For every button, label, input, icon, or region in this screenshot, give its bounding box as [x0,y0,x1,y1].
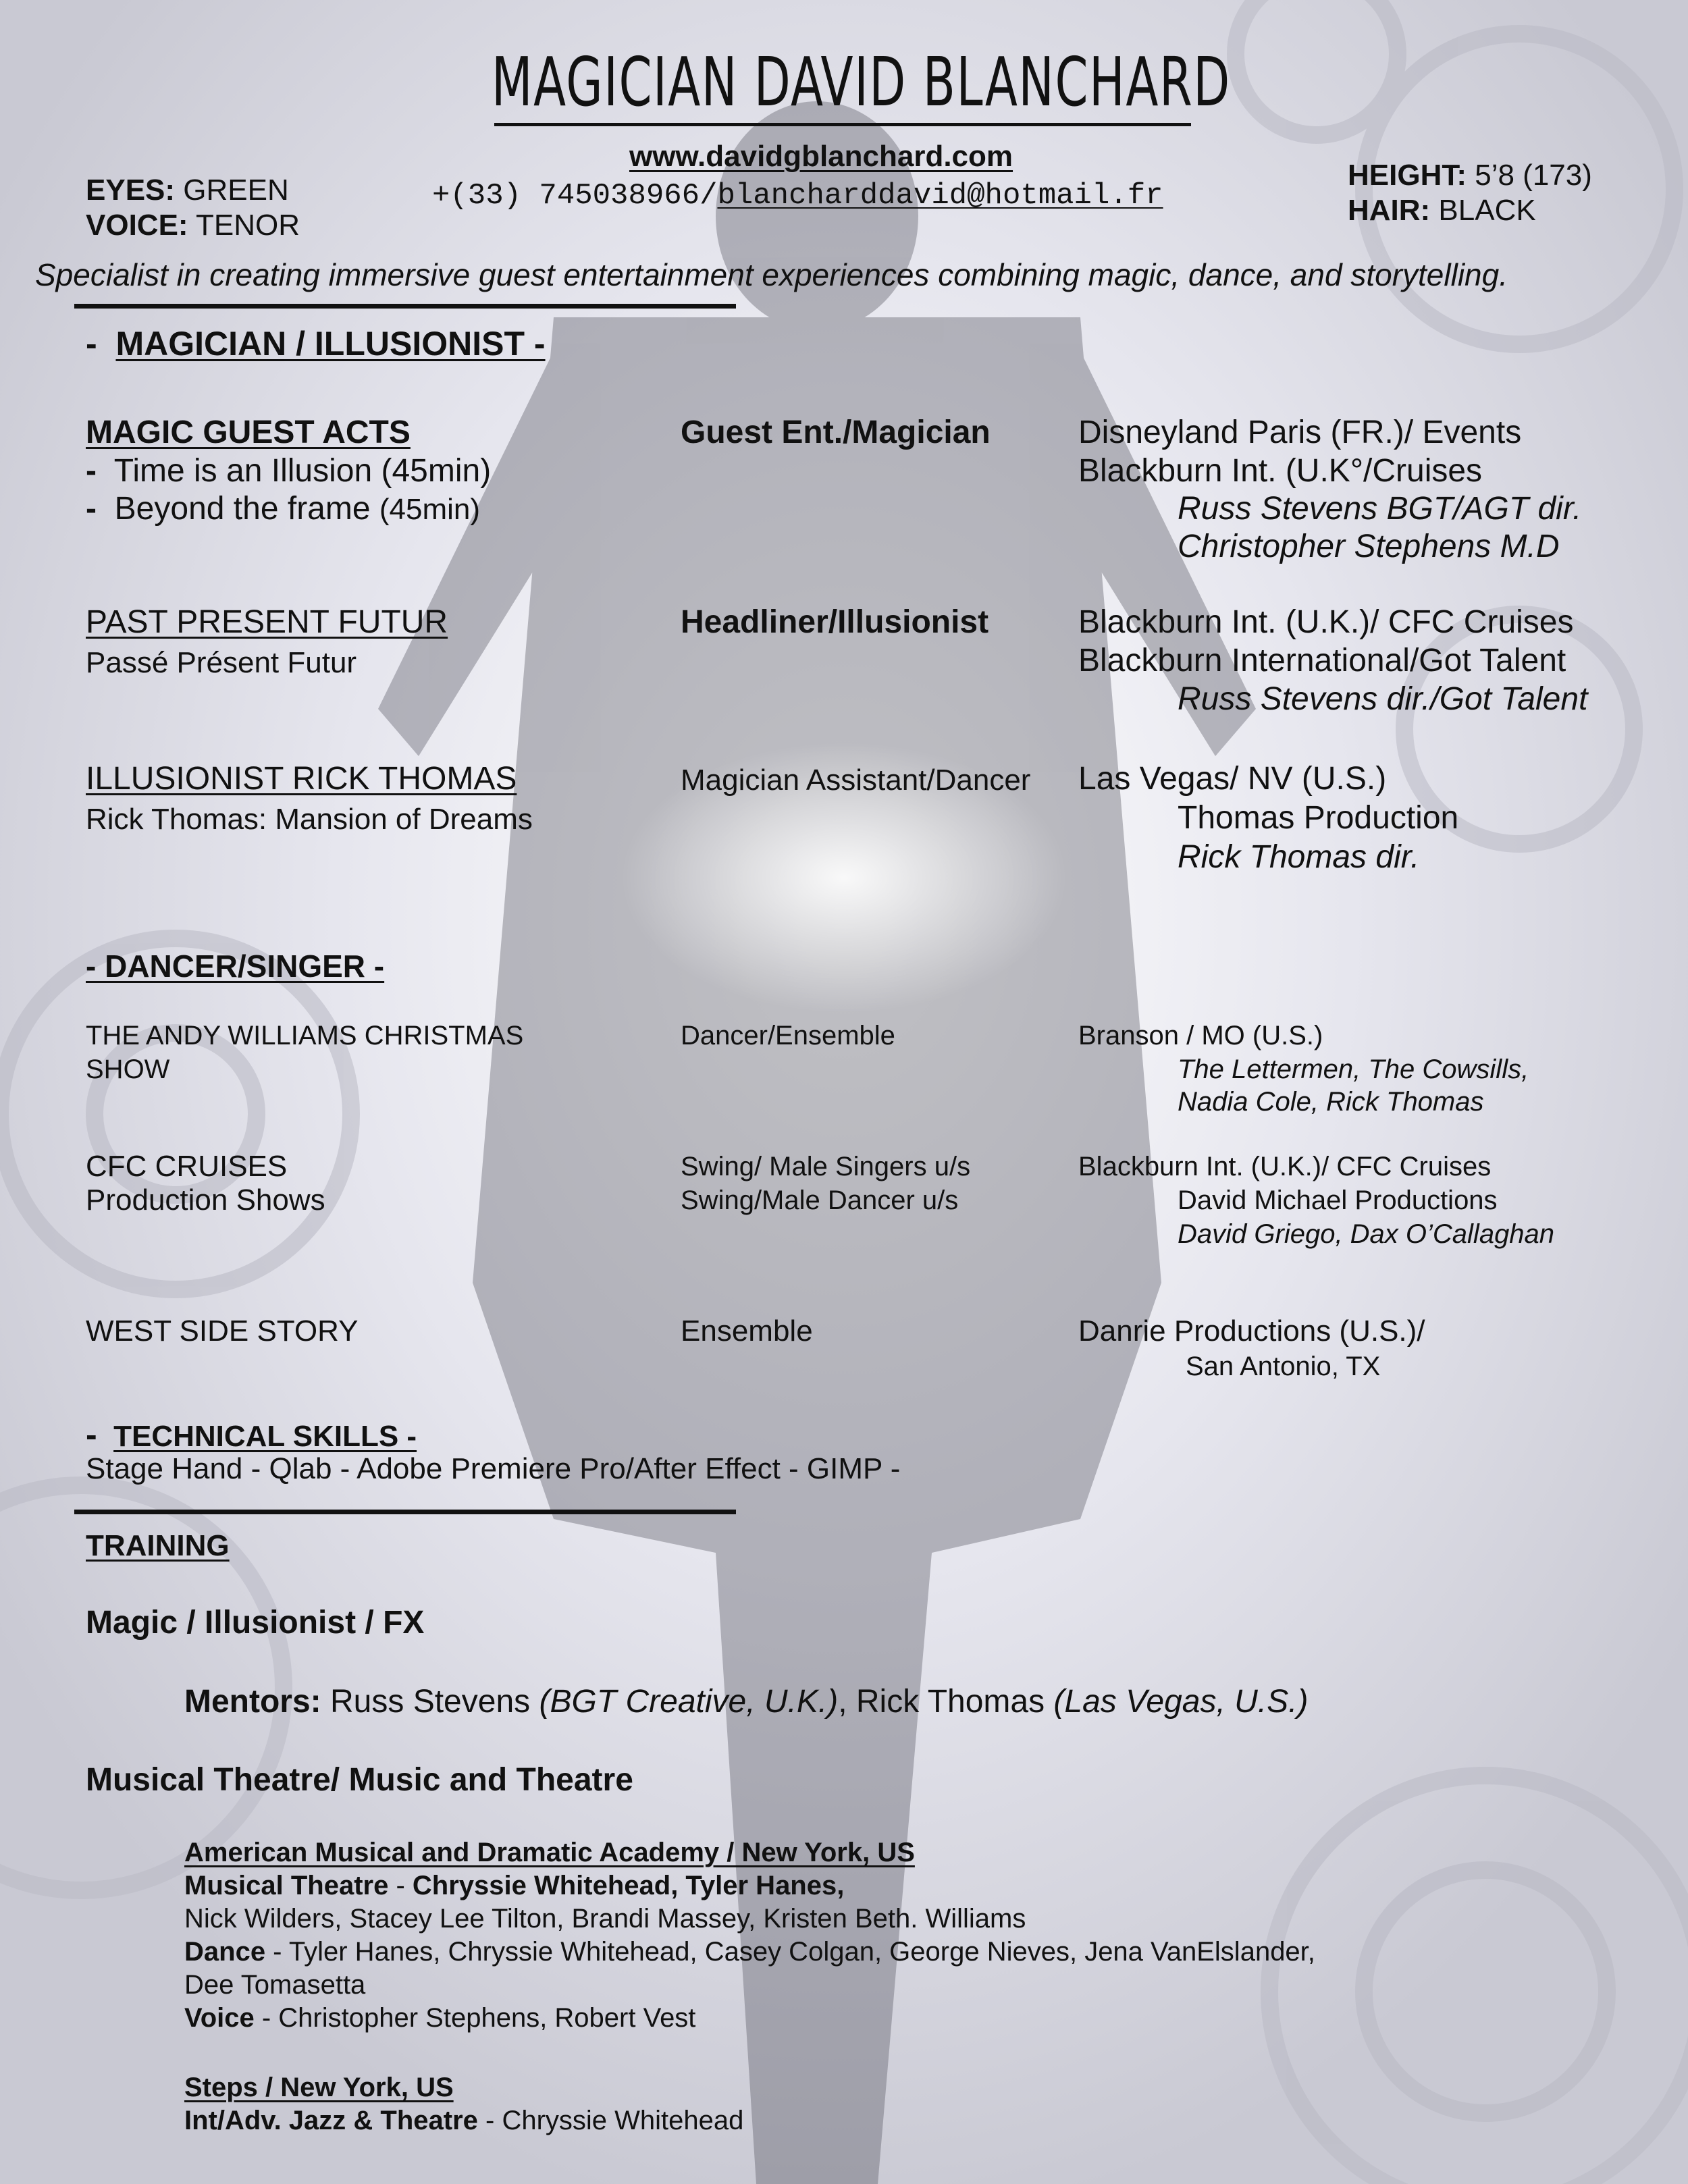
entry-director: The Lettermen, The Cowsills, [1178,1055,1529,1084]
entry-director: David Griego, Dax O’Callaghan [1178,1219,1555,1249]
training-line [184,1938,1315,1965]
entry-location: Danrie Productions (U.S.)/ [1078,1314,1425,1348]
entry-subtitle: Passé Présent Futur [86,646,357,679]
entry-title: SHOW [86,1055,170,1084]
magician-heading [86,327,546,361]
mentors-line [184,1686,1308,1718]
entry-location: Blackburn Int. (U.K.)/ CFC Cruises [1078,1152,1492,1181]
act-duration: (45min) [379,493,481,526]
entry-role: Swing/ Male Singers u/s [681,1152,971,1181]
act-name: Beyond the frame [114,491,379,527]
training-line [184,2004,695,2031]
hair-value: BLACK [1430,194,1536,227]
voice-label: VOICE: [86,209,188,242]
entry-title: THE ANDY WILLIAMS CHRISTMAS [86,1021,524,1050]
training-line: Dee Tomasetta [184,1970,366,2000]
entry-director: Rick Thomas dir. [1178,839,1420,875]
contact-line [432,181,1163,211]
entry-title: WEST SIDE STORY [86,1314,359,1348]
skills-heading-text: TECHNICAL SKILLS - [113,1420,417,1453]
entry-director: Nadia Cole, Rick Thomas [1178,1087,1484,1117]
training-line: Nick Wilders, Stacey Lee Tilton, Brandi Massey, Kristen Beth. Williams [184,1904,1026,1934]
hair-label: HAIR: [1348,194,1431,227]
eyes-label: EYES: [86,174,176,207]
entry-location: Las Vegas/ NV (U.S.) [1078,761,1387,797]
entry-location: Blackburn International/Got Talent [1078,643,1566,678]
dancer-heading: - DANCER/SINGER - [86,949,385,984]
entry-location: Thomas Production [1178,800,1459,836]
entry-director: Christopher Stephens M.D [1178,529,1560,564]
training-text: - [388,1871,413,1900]
entry-title: Production Shows [86,1183,325,1217]
training-line [184,1872,844,1899]
training-teachers: Chryssie Whitehead, Tyler Hanes, [412,1871,845,1900]
training-text: - Tyler Hanes, Chryssie Whitehead, Casey Colgan, George Nieves, Jena VanElslander, [265,1937,1315,1967]
eyes-field [86,176,289,205]
email-link[interactable]: blancharddavid@hotmail.fr [717,179,1163,213]
title-underline [494,123,1191,126]
entry-title: CFC CRUISES [86,1150,288,1183]
skills-heading [86,1416,417,1454]
training-label: Dance [184,1937,266,1967]
entry-title: ILLUSIONIST RICK THOMAS [86,761,517,797]
mentor-name: , Rick Thomas [838,1684,1054,1720]
mentor-note: (Las Vegas, U.S.) [1053,1684,1309,1720]
entry-director: Russ Stevens dir./Got Talent [1178,681,1588,717]
phone-number: +(33) 745038966/ [432,179,718,213]
training-label: Musical Theatre [184,1871,389,1900]
list-item [86,455,491,487]
magician-heading-text: MAGICIAN / ILLUSIONIST - [115,325,546,363]
training-label: Voice [184,2003,255,2033]
entry-title: MAGIC GUEST ACTS [86,415,411,450]
page-title: MAGICIAN DAVID BLANCHARD [492,43,1231,122]
mentor-name: Russ Stevens [321,1684,539,1720]
act-name: Time is an Illusion (45min) [113,453,492,489]
mentor-note: (BGT Creative, U.K.) [539,1684,839,1720]
voice-field [86,211,300,240]
entry-location: Branson / MO (U.S.) [1078,1021,1323,1050]
school-heading: Steps / New York, US [184,2073,454,2102]
training-text: - Chryssie Whitehead [477,2106,744,2135]
entry-location: Blackburn Int. (U.K.)/ CFC Cruises [1078,604,1574,640]
entry-role: Dancer/Ensemble [681,1021,895,1050]
entry-subtitle: Rick Thomas: Mansion of Dreams [86,803,533,836]
entry-location: San Antonio, TX [1186,1352,1381,1381]
entry-role: Swing/Male Dancer u/s [681,1186,959,1215]
entry-location: David Michael Productions [1178,1186,1498,1215]
entry-role: Magician Assistant/Dancer [681,764,1031,797]
skills-list: Stage Hand - Qlab - Adobe Premiere Pro/After Effect - GIMP - [86,1452,901,1485]
height-field [1348,161,1592,190]
section-divider [74,304,736,309]
training-text: - Christopher Stephens, Robert Vest [254,2003,696,2033]
school-heading: American Musical and Dramatic Academy / New York, US [184,1838,915,1867]
hair-field [1348,196,1536,225]
list-item [86,493,480,525]
voice-value: TENOR [188,209,300,242]
heading-dash: - [86,325,97,363]
eyes-value: GREEN [175,174,289,207]
section-divider [74,1510,736,1514]
training-heading: TRAINING [86,1529,230,1562]
entry-title: PAST PRESENT FUTUR [86,604,448,640]
bullet-dash: - [86,491,97,527]
tagline: Specialist in creating immersive guest entertainment experiences combining magic, dance, and storytelling. [35,257,1508,292]
entry-director: Russ Stevens BGT/AGT dir. [1178,491,1582,527]
magic-training-heading: Magic / Illusionist / FX [86,1605,425,1641]
entry-role: Ensemble [681,1314,813,1348]
entry-location: Disneyland Paris (FR.)/ Events [1078,415,1522,450]
heading-dash: - [86,1416,97,1454]
mentors-label: Mentors: [184,1684,321,1720]
musical-training-heading: Musical Theatre/ Music and Theatre [86,1762,633,1798]
training-label: Int/Adv. Jazz & Theatre [184,2106,478,2135]
bullet-dash: - [86,453,97,489]
entry-location: Blackburn Int. (U.K°/Cruises [1078,453,1483,489]
height-value: 5’8 (173) [1467,159,1592,192]
height-label: HEIGHT: [1348,159,1467,192]
website-link[interactable]: www.davidgblanchard.com [629,140,1013,173]
training-line [184,2107,743,2134]
entry-role: Headliner/Illusionist [681,604,989,640]
entry-role: Guest Ent./Magician [681,415,991,450]
